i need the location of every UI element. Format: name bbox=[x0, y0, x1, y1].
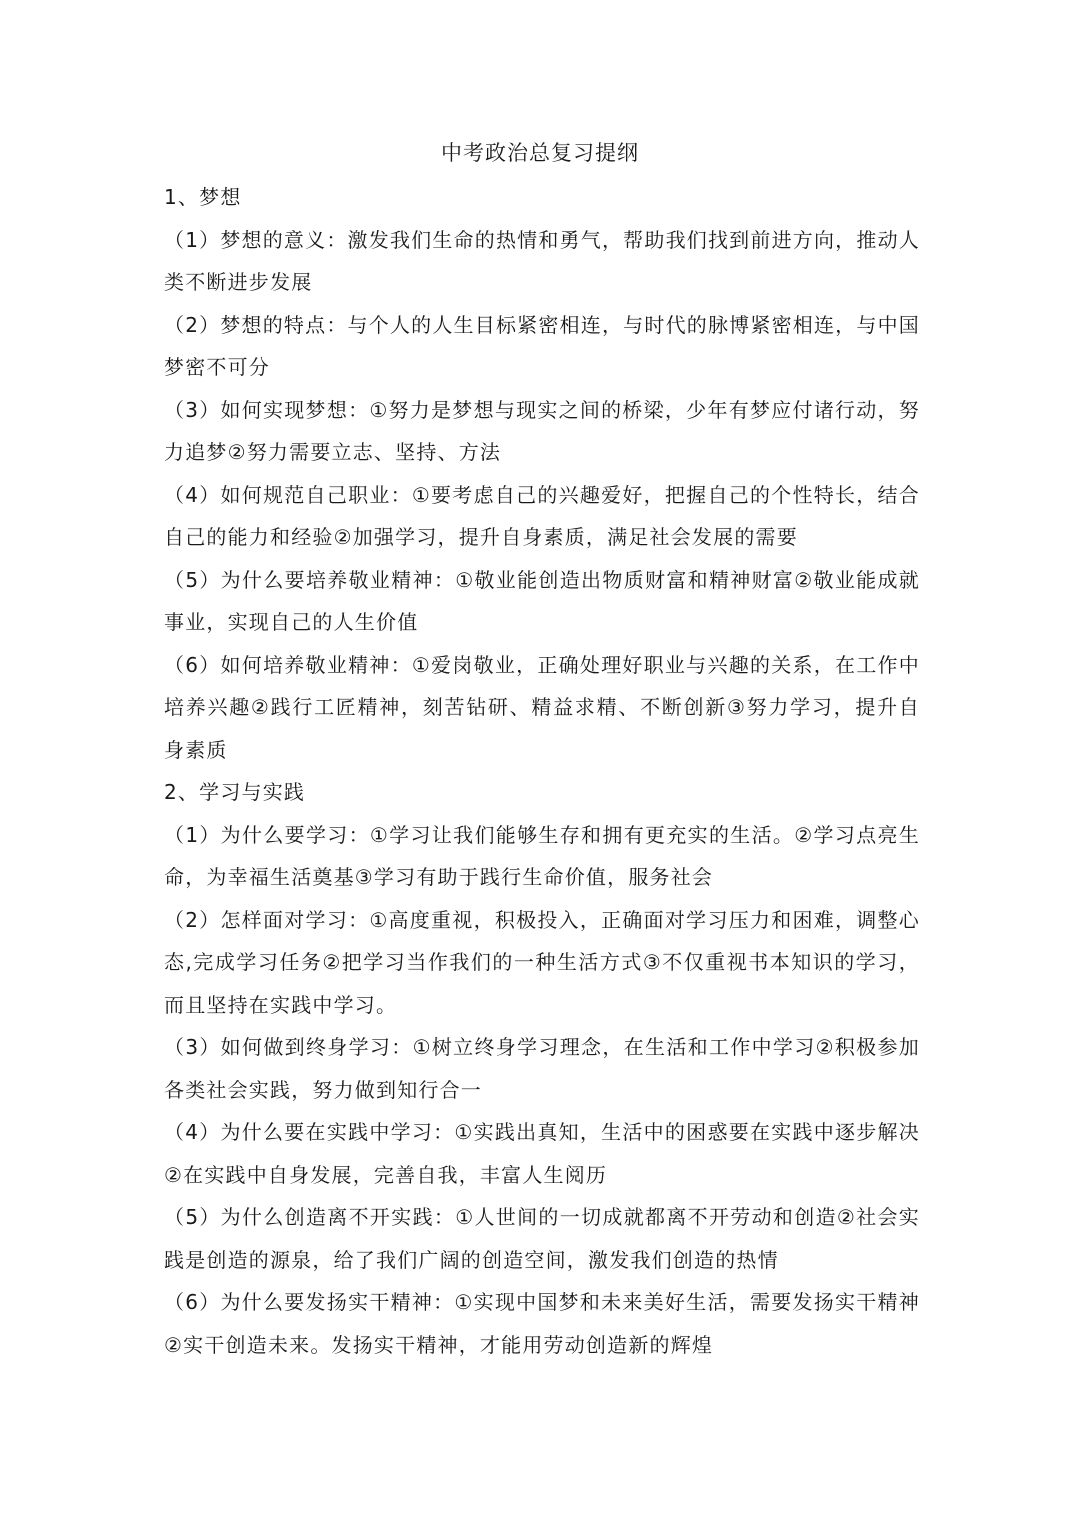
list-item: （3）如何实现梦想：①努力是梦想与现实之间的桥梁，少年有梦应付诸行动，努力追梦②努力需要立志、坚持、方法 bbox=[164, 397, 920, 464]
section-learning-practice bbox=[164, 771, 920, 1366]
document-body bbox=[164, 176, 920, 1366]
list-item: （6）如何培养敬业精神：①爱岗敬业，正确处理好职业与兴趣的关系，在工作中培养兴趣②践行工匠精神，刻苦钻研、精益求精、不断创新③努力学习，提升自身素质 bbox=[164, 652, 920, 762]
list-item: （2）梦想的特点：与个人的人生目标紧密相连，与时代的脉博紧密相连，与中国梦密不可分 bbox=[164, 312, 920, 379]
document-title: 中考政治总复习提纲 bbox=[441, 141, 639, 165]
list-item: （5）为什么要培养敬业精神：①敬业能创造出物质财富和精神财富②敬业能成就事业，实现自己的人生价值 bbox=[164, 567, 920, 634]
list-item: （2）怎样面对学习：①高度重视，积极投入，正确面对学习压力和困难，调整心态,完成学习任务②把学习当作我们的一种生活方式③不仅重视书本知识的学习，而且坚持在实践中学习。 bbox=[164, 907, 920, 1017]
list-item: （4）如何规范自己职业：①要考虑自己的兴趣爱好，把握自己的个性特长，结合自己的能力和经验②加强学习，提升自身素质，满足社会发展的需要 bbox=[164, 482, 920, 549]
section-dreams bbox=[164, 176, 920, 771]
section-heading: 2、学习与实践 bbox=[164, 780, 306, 804]
list-item: （6）为什么要发扬实干精神：①实现中国梦和未来美好生活，需要发扬实干精神②实干创造未来。发扬实干精神，才能用劳动创造新的辉煌 bbox=[164, 1290, 920, 1357]
list-item: （4）为什么要在实践中学习：①实践出真知，生活中的困惑要在实践中逐步解决②在实践中自身发展，完善自我，丰富人生阅历 bbox=[164, 1120, 920, 1187]
list-item: （3）如何做到终身学习：①树立终身学习理念，在生活和工作中学习②积极参加各类社会实践，努力做到知行合一 bbox=[164, 1035, 920, 1102]
list-item: （5）为什么创造离不开实践：①人世间的一切成就都离不开劳动和创造②社会实践是创造的源泉，给了我们广阔的创造空间，激发我们创造的热情 bbox=[164, 1205, 920, 1272]
section-heading: 1、梦想 bbox=[164, 185, 242, 209]
list-item: （1）为什么要学习：①学习让我们能够生存和拥有更充实的生活。②学习点亮生命，为幸福生活奠基③学习有助于践行生命价值，服务社会 bbox=[164, 822, 920, 889]
list-item: （1）梦想的意义：激发我们生命的热情和勇气，帮助我们找到前进方向，推动人类不断进步发展 bbox=[164, 227, 920, 294]
